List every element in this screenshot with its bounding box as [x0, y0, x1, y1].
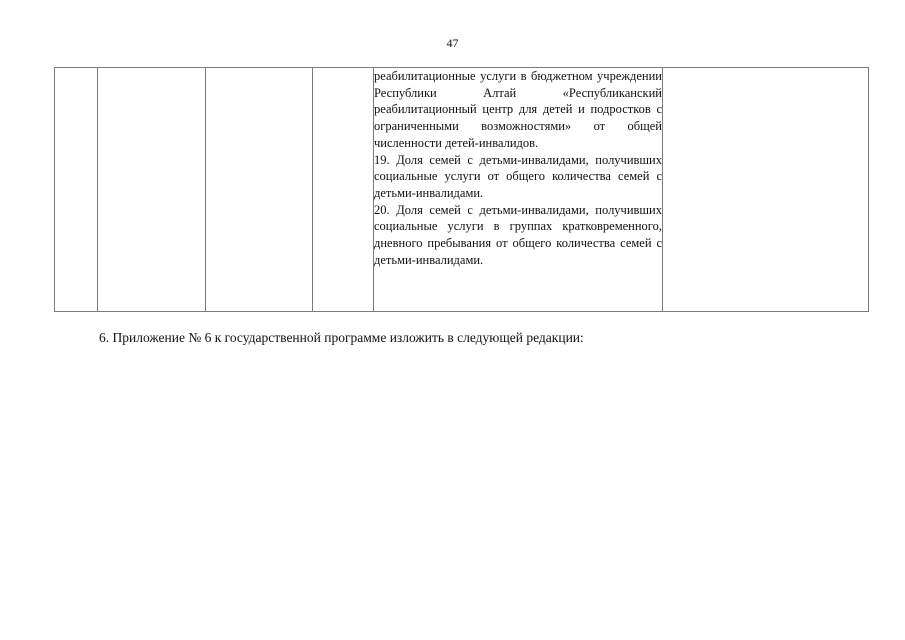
indicators-cell	[374, 68, 663, 312]
table-row	[55, 68, 869, 312]
table-cell-empty	[98, 68, 206, 312]
instruction-paragraph: 6. Приложение № 6 к государственной программе изложить в следующей редакции:	[99, 330, 584, 345]
page-number: 47	[446, 36, 459, 50]
indicator-paragraph: 20. Доля семей с детьми-инвалидами, получивших социальные услуги в группах кратковременного, дневного пребывания от общего количества семей с детьми-инвалидами.	[374, 202, 662, 267]
table-cell-empty	[206, 68, 313, 312]
table-cell-empty	[313, 68, 374, 312]
program-table	[54, 67, 869, 312]
table-cell-empty	[663, 68, 869, 312]
indicator-paragraph: 19. Доля семей с детьми-инвалидами, получивших социальные услуги от общего количества семей с детьми-инвалидами.	[374, 152, 662, 200]
table-cell-number	[55, 68, 98, 312]
indicator-paragraph: реабилитационные услуги в бюджетном учреждении Республики Алтай «Республиканский реабилитационный центр для детей и подростков с ограниченными возможностями» от общей численности детей-инвалидов.	[374, 69, 662, 150]
